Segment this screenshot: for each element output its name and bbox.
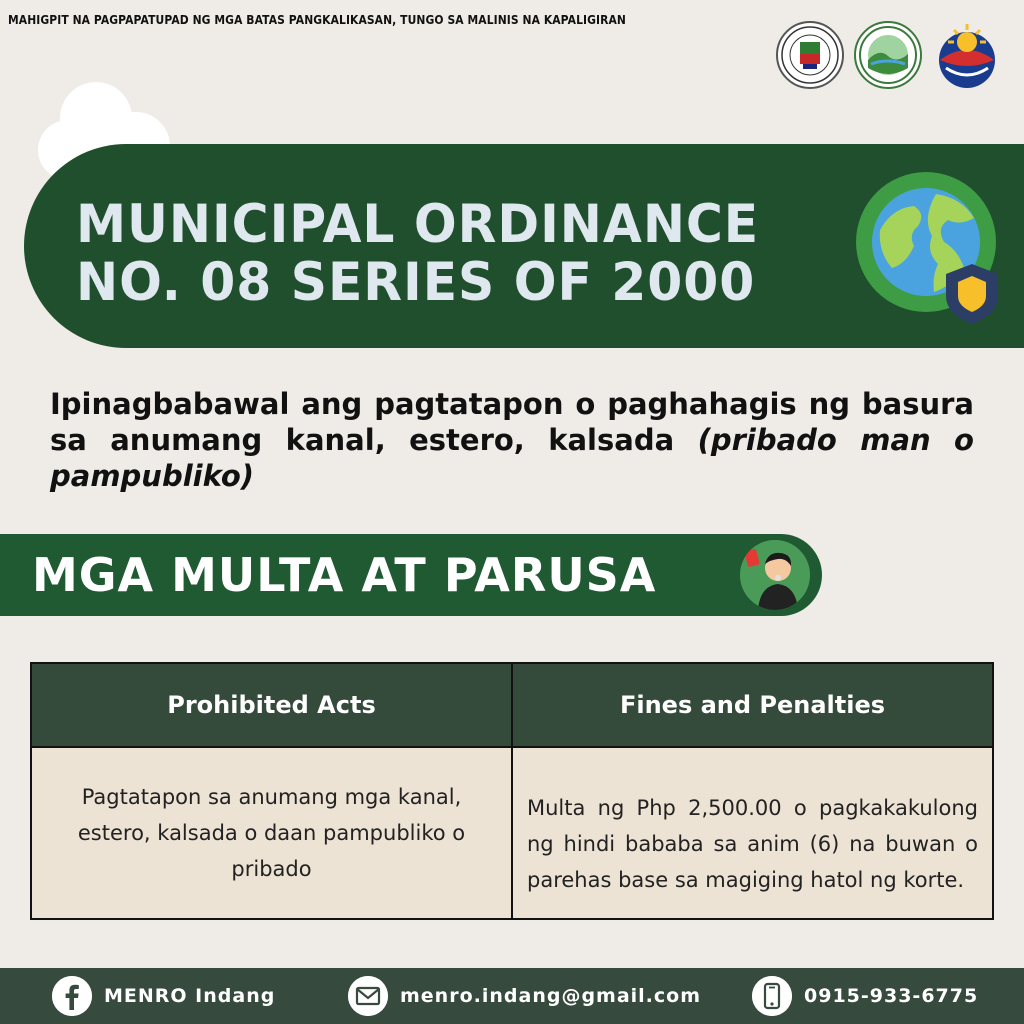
municipal-environment-seal-icon [854, 21, 922, 89]
email-label: menro.indang@gmail.com [400, 985, 702, 1007]
page-title [76, 196, 759, 312]
referee-red-card-icon [740, 540, 810, 610]
footer [0, 968, 1024, 1024]
header-prohibited-acts: Prohibited Acts [31, 663, 512, 747]
indang-cavite-seal-icon [776, 21, 844, 89]
logo-group [776, 20, 1002, 90]
prohibited-act-cell: Pagtatapon sa anumang mga kanal, estero, kalsada o daan pampubliko o pribado [31, 747, 512, 919]
ordinance-description [50, 386, 974, 494]
facebook-label: MENRO Indang [104, 985, 276, 1007]
title-line-2: NO. 08 SERIES OF 2000 [76, 252, 756, 313]
bagong-pilipinas-logo-icon [932, 20, 1002, 90]
footer-facebook[interactable] [52, 976, 275, 1016]
tagline: MAHIGPIT NA PAGPAPATUPAD NG MGA BATAS PANGKALIKASAN, TUNGO SA MALINIS NA KAPALIGIRAN [8, 12, 626, 27]
ordinance-table [30, 662, 994, 920]
penalty-heading: MGA MULTA AT PARUSA [32, 548, 657, 602]
earth-shield-icon [852, 168, 1008, 324]
phone-icon [752, 976, 792, 1016]
description-italic: (pribado man o pampubliko) [50, 423, 974, 493]
footer-email[interactable] [348, 976, 701, 1016]
phone-label: 0915-933-6775 [804, 985, 979, 1007]
table-row [31, 747, 993, 919]
envelope-icon [348, 976, 388, 1016]
table-header-row [31, 663, 993, 747]
description-main: Ipinagbabawal ang pagtatapon o paghahagis ng basura sa anumang kanal, estero, kalsada [50, 387, 974, 457]
penalty-cell: Multa ng Php 2,500.00 o pagkakakulong ng hindi bababa sa anim (6) na buwan o parehas base sa magiging hatol ng korte. [512, 747, 993, 919]
header-fines-penalties: Fines and Penalties [512, 663, 993, 747]
title-line-1: MUNICIPAL ORDINANCE [76, 194, 760, 255]
facebook-icon [52, 976, 92, 1016]
footer-phone[interactable] [752, 976, 978, 1016]
